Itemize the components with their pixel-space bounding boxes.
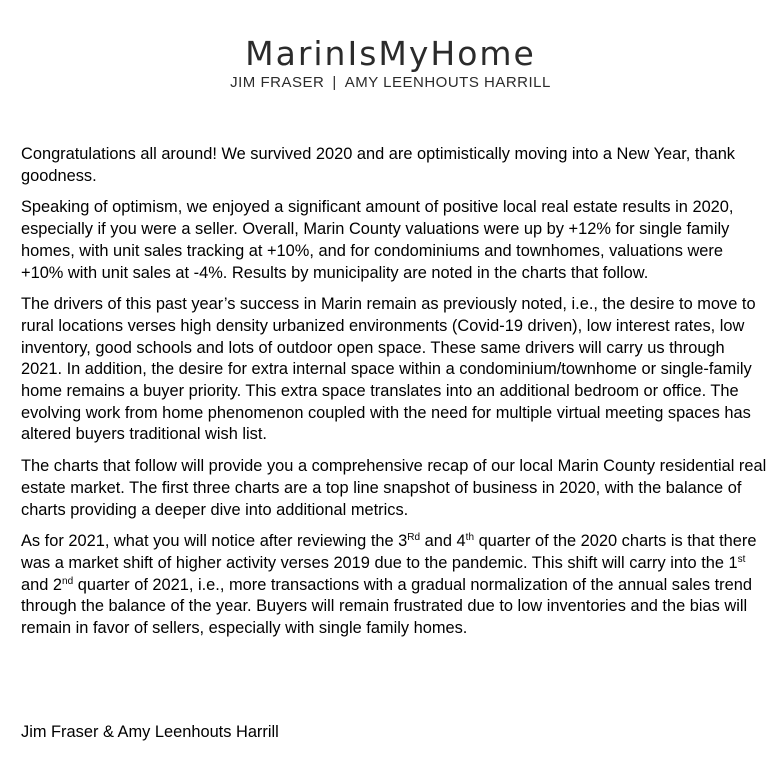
outlook-text: and 4	[420, 532, 466, 551]
agent-names	[0, 74, 781, 92]
outlook-text: and 2	[21, 575, 63, 594]
outlook-text: quarter of the 2020 charts is that there was a market shift of higher activity verses 2019 due to the pandemic. This shift will carry into the 1	[21, 532, 757, 572]
outlook-text: quarter of 2021, i.e., more transactions with a gradual normalization of the annual sales trend through the balance of the year. Buyers will remain frustrated due to low inventories and the bias will remain in favor of sellers, especially with single family homes.	[21, 575, 752, 638]
ordinal-suffix: nd	[62, 575, 74, 587]
agent-separator: |	[332, 74, 337, 91]
letter-body	[21, 144, 769, 650]
agent-name-two: AMY LEENHOUTS HARRILL	[344, 74, 551, 91]
ordinal-suffix: st	[737, 553, 746, 565]
brand-logo: MarinIsMyHome	[245, 34, 536, 73]
paragraph-outlook	[21, 531, 769, 640]
agent-name-one: JIM FRASER	[230, 74, 325, 91]
signature: Jim Fraser & Amy Leenhouts Harrill	[21, 723, 279, 741]
paragraph-market-drivers: The drivers of this past year’s success in Marin remain as previously noted, i.e., the desire to move to rural locations verses high density urbanized environments (Covid-19 driven), low interest rates, low inventory, good schools and lots of outdoor open space. These same drivers will carry us through 2021. In addition, the desire for extra internal space within a condominium/townhome or single-family home remains a buyer priority. This extra space translates into an additional bedroom or office. The evolving work from home phenomenon coupled with the need for multiple virtual meeting spaces has altered buyers traditional wish list.	[21, 295, 756, 444]
paragraph-greeting: Congratulations all around! We survived 2020 and are optimistically moving into a New Year, thank goodness.	[21, 145, 736, 185]
paragraph-charts-intro: The charts that follow will provide you a comprehensive recap of our local Marin County residential real estate market. The first three charts are a top line snapshot of business in 2020, with the balance of charts providing a deeper dive into additional metrics.	[21, 457, 767, 519]
letterhead	[0, 36, 781, 92]
outlook-text: As for 2021, what you will notice after reviewing the 3	[21, 532, 408, 551]
paragraph-market-results: Speaking of optimism, we enjoyed a significant amount of positive local real estate results in 2020, especially if you were a seller. Overall, Marin County valuations were up by +12% for single family homes, with unit sales tracking at +10%, and for condominiums and townhomes, valuations were +10% with unit sales at -4%. Results by municipality are noted in the charts that follow.	[21, 198, 734, 282]
ordinal-suffix: th	[465, 532, 475, 544]
ordinal-suffix: Rd	[407, 532, 421, 544]
